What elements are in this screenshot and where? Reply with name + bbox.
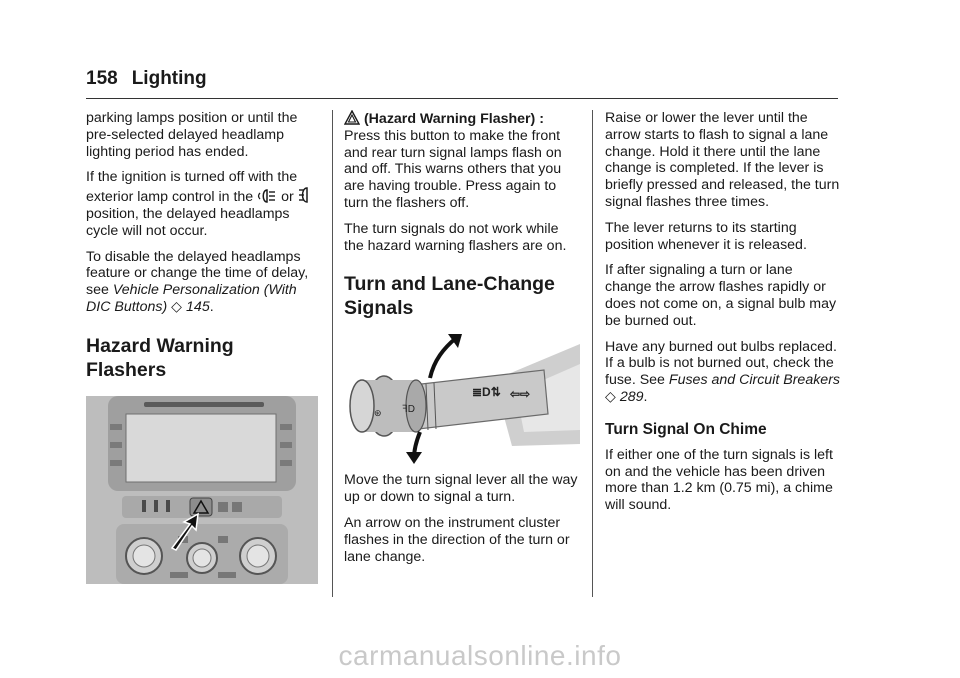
svg-text:⇦⇨: ⇦⇨ <box>510 387 531 402</box>
page-header <box>86 68 207 90</box>
page-ref-icon: ◇ <box>605 388 616 405</box>
svg-text:≣D⇅: ≣D⇅ <box>472 385 501 400</box>
column-3 <box>605 110 841 523</box>
paragraph: Have any burned out bulbs replaced. If a bulb is not burned out, check the fuse. See Fuses and Circuit Breakers ◇ 289. <box>605 338 841 405</box>
cross-reference-link[interactable]: Vehicle Personalization (With DIC Buttons) <box>86 282 297 315</box>
paragraph: Move the turn signal lever all the way up or down to signal a turn. <box>344 472 578 506</box>
section-heading: Turn and Lane-Change Signals <box>344 273 555 320</box>
paragraph: If after signaling a turn or lane change the arrow flashes rapidly or does not come on, a signal bulb may be burned out. <box>605 262 837 329</box>
hazard-label: (Hazard Warning Flasher) : <box>363 111 544 127</box>
paragraph: (Hazard Warning Flasher) : Press this button to make the front and rear turn signal lamps flash on and off. This warns others that you are having trouble. Press again to turn the flashers off. <box>344 111 562 211</box>
column-1 <box>86 110 318 592</box>
page-number: 158 <box>86 68 118 89</box>
cross-reference-link[interactable]: Fuses and Circuit Breakers <box>668 372 841 389</box>
paragraph: If the ignition is turned off with the exterior lamp control in the or position, the delayed headlamps cycle will not occur. <box>86 169 318 239</box>
hazard-warning-icon <box>344 110 360 126</box>
subsection-heading: Turn Signal On Chime <box>605 420 767 438</box>
turn-signal-lever-illustration <box>344 334 580 464</box>
svg-text:⊛: ⊛ <box>374 408 382 419</box>
paragraph: The lever returns to its starting position whenever it is released. <box>605 219 807 253</box>
page-ref-icon: ◇ <box>171 298 183 315</box>
section-title: Lighting <box>131 68 207 89</box>
paragraph: The turn signals do not work while the hazard warning flashers are on. <box>344 220 567 254</box>
column-divider-1 <box>332 110 333 597</box>
hazard-button-illustration <box>86 396 318 584</box>
section-heading: Hazard Warning Flashers <box>86 334 234 381</box>
paragraph: An arrow on the instrument cluster flashes in the direction of the turn or lane change. <box>344 514 570 565</box>
paragraph: If either one of the turn signals is left on and the vehicle has been driven more than 1.2 km (0.75 mi), a chime will sound. <box>605 446 833 514</box>
svg-text:ꟻD: ꟻD <box>402 404 415 416</box>
cross-reference-page[interactable]: 145 <box>186 298 210 315</box>
column-divider-2 <box>592 110 593 597</box>
paragraph: parking lamps position or until the pre-selected delayed headlamp lighting period has ended. <box>86 110 298 160</box>
cross-reference-page[interactable]: 289 <box>619 388 644 405</box>
column-2 <box>344 110 580 574</box>
header-rule <box>86 98 838 99</box>
paragraph: To disable the delayed headlamps feature or change the time of delay, see Vehicle Personalization (With DIC Buttons) ◇ 145. <box>86 248 309 315</box>
watermark: carmanualsonline.info <box>338 640 622 671</box>
paragraph: Raise or lower the lever until the arrow starts to flash to signal a lane change. Hold it there until the lane change is completed. If the lever is briefly pressed and released, the turn signal flashes three times. <box>605 110 840 210</box>
headlamp-icon <box>298 186 314 204</box>
headlamp-low-beam-icon <box>257 188 277 204</box>
